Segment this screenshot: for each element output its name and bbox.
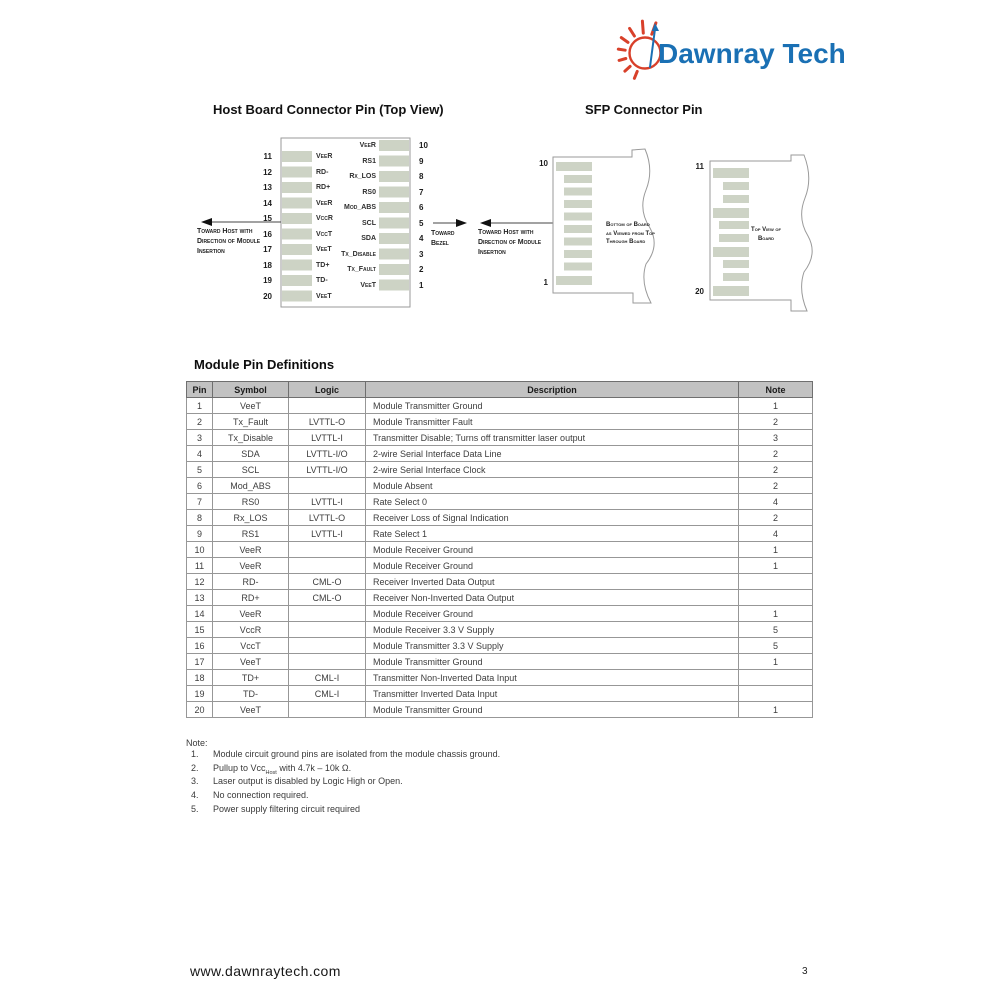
host-left-pad xyxy=(282,291,312,302)
host-left-pin-number: 17 xyxy=(263,245,272,254)
table-cell: VeeT xyxy=(213,398,289,414)
table-cell: 4 xyxy=(739,526,813,542)
host-right-pin-label: Rx_LOS xyxy=(349,173,376,180)
table-cell: VeeT xyxy=(213,654,289,670)
sfp-diagram-title: SFP Connector Pin xyxy=(585,102,703,117)
table-cell xyxy=(289,398,366,414)
host-left-pin-label: TD- xyxy=(316,277,328,284)
sfp-top-board-pad xyxy=(723,260,749,268)
table-row xyxy=(187,590,813,606)
sfp-top-board-pad xyxy=(723,195,749,203)
table-row xyxy=(187,638,813,654)
table-cell: VeeT xyxy=(213,702,289,718)
table-cell: Transmitter Non-Inverted Data Input xyxy=(366,670,739,686)
host-right-pin-number: 6 xyxy=(419,203,424,212)
sfp-bottom-board-pad xyxy=(564,238,592,246)
table-cell: 1 xyxy=(739,654,813,670)
table-cell: Module Receiver Ground xyxy=(366,558,739,574)
host-right-pin-number: 2 xyxy=(419,265,424,274)
host-left-pin-label: VeeT xyxy=(316,293,332,300)
table-cell: 5 xyxy=(739,622,813,638)
table-cell: VeeR xyxy=(213,542,289,558)
table-cell: Transmitter Disable; Turns off transmitter laser output xyxy=(366,430,739,446)
table-row xyxy=(187,558,813,574)
sfp-bottom-board-pad xyxy=(564,200,592,208)
host-right-pad xyxy=(379,171,409,182)
note-item xyxy=(186,789,746,803)
table-cell: Module Receiver 3.3 V Supply xyxy=(366,622,739,638)
host-right-pad xyxy=(379,202,409,213)
sfp-toward-host-arrow xyxy=(480,219,553,227)
sfp-bottom-board-pad xyxy=(564,175,592,183)
table-cell: 4 xyxy=(739,494,813,510)
table-cell xyxy=(739,686,813,702)
table-cell: LVTTL-I/O xyxy=(289,462,366,478)
table-cell: 1 xyxy=(187,398,213,414)
column-header-pin: Pin xyxy=(187,382,213,398)
sfp-top-board-pad xyxy=(713,286,749,296)
host-left-pin-label: RD+ xyxy=(316,184,331,191)
note-number: 5. xyxy=(191,803,199,814)
table-cell: VccT xyxy=(213,638,289,654)
table-cell: 1 xyxy=(739,606,813,622)
table-cell: 19 xyxy=(187,686,213,702)
host-left-pin-label: VccT xyxy=(316,231,333,238)
table-cell: Module Transmitter Ground xyxy=(366,398,739,414)
table-cell: 2 xyxy=(739,478,813,494)
host-right-pin-label: VeeT xyxy=(360,282,376,289)
host-right-pin-label: SDA xyxy=(361,235,376,242)
table-row xyxy=(187,430,813,446)
table-row xyxy=(187,654,813,670)
table-cell xyxy=(739,670,813,686)
table-cell: 5 xyxy=(187,462,213,478)
table-cell: VeeR xyxy=(213,558,289,574)
host-left-pin-label: VeeR xyxy=(316,153,333,160)
table-row xyxy=(187,494,813,510)
sfp-top-board-caption: Top View of Board xyxy=(751,227,781,242)
sfp-bottom-board-caption: Bottom of Board as Viewed from Top Through Board xyxy=(606,222,655,245)
table-cell: 2-wire Serial Interface Data Line xyxy=(366,446,739,462)
table-cell: LVTTL-I xyxy=(289,430,366,446)
table-cell: SCL xyxy=(213,462,289,478)
table-cell: 17 xyxy=(187,654,213,670)
host-right-pad xyxy=(379,218,409,229)
toward-bezel-label: Toward Bezel xyxy=(431,230,455,247)
host-left-pin-number: 18 xyxy=(263,261,272,270)
table-cell xyxy=(739,590,813,606)
table-cell: RS1 xyxy=(213,526,289,542)
host-right-pad xyxy=(379,187,409,198)
sfp-bottom-board-pad xyxy=(564,213,592,221)
note-text: Pullup to Vcc$_{Host}$ with 4.7k – 10k Ω. xyxy=(213,762,352,776)
table-cell xyxy=(289,542,366,558)
column-header-logic: Logic xyxy=(289,382,366,398)
table-cell: 2 xyxy=(739,446,813,462)
note-text: Power supply filtering circuit required xyxy=(213,803,361,814)
table-cell: Rate Select 0 xyxy=(366,494,739,510)
table-cell: 1 xyxy=(739,702,813,718)
sfp-bottom-board-pad xyxy=(564,263,592,271)
table-cell: CML-I xyxy=(289,686,366,702)
toward-bezel-arrow xyxy=(433,219,467,227)
host-left-pin-label: RD- xyxy=(316,169,329,176)
table-cell: Tx_Disable xyxy=(213,430,289,446)
host-right-pad xyxy=(379,280,409,291)
sun-icon xyxy=(618,21,660,78)
table-cell: 1 xyxy=(739,398,813,414)
table-cell: TD+ xyxy=(213,670,289,686)
table-cell: 2 xyxy=(739,462,813,478)
host-right-pin-number: 4 xyxy=(419,234,424,243)
table-cell: 8 xyxy=(187,510,213,526)
table-cell: Tx_Fault xyxy=(213,414,289,430)
table-cell: Module Transmitter Ground xyxy=(366,702,739,718)
host-left-pin-number: 12 xyxy=(263,168,272,177)
table-cell: 5 xyxy=(739,638,813,654)
table-cell: LVTTL-I/O xyxy=(289,446,366,462)
table-cell: 4 xyxy=(187,446,213,462)
note-number: 2. xyxy=(191,762,199,773)
table-row xyxy=(187,686,813,702)
host-left-pin-label: TD+ xyxy=(316,262,330,269)
logo-text: Dawnray Tech xyxy=(658,38,846,69)
table-row xyxy=(187,398,813,414)
host-left-pin-label: VccR xyxy=(316,215,333,222)
host-right-pin-label: RS0 xyxy=(362,189,376,196)
host-left-pin-label: VeeT xyxy=(316,246,332,253)
note-text: Laser output is disabled by Logic High or Open. xyxy=(213,776,403,787)
table-cell xyxy=(289,638,366,654)
host-left-pin-number: 14 xyxy=(263,199,272,208)
table-cell: 14 xyxy=(187,606,213,622)
table-cell: 12 xyxy=(187,574,213,590)
table-cell xyxy=(289,478,366,494)
table-cell: 2 xyxy=(739,414,813,430)
footer-website: www.dawnraytech.com xyxy=(190,963,341,979)
table-cell: RD- xyxy=(213,574,289,590)
table-cell: Rx_LOS xyxy=(213,510,289,526)
host-right-pin-label: Tx_Disable xyxy=(341,251,376,258)
table-cell: Receiver Non-Inverted Data Output xyxy=(366,590,739,606)
host-left-pin-number: 19 xyxy=(263,276,272,285)
note-items xyxy=(186,748,746,816)
sfp-bottom-board-pad xyxy=(556,276,592,285)
table-cell: Receiver Inverted Data Output xyxy=(366,574,739,590)
host-right-pad xyxy=(379,233,409,244)
table-cell: VccR xyxy=(213,622,289,638)
host-right-pin-label: Tx_Fault xyxy=(347,266,376,273)
host-left-pin-label: VeeR xyxy=(316,200,333,207)
table-cell: 13 xyxy=(187,590,213,606)
table-row xyxy=(187,446,813,462)
pin-table xyxy=(186,381,813,718)
note-item xyxy=(186,775,746,789)
table-cell: 18 xyxy=(187,670,213,686)
table-cell: Module Transmitter 3.3 V Supply xyxy=(366,638,739,654)
table-cell: 3 xyxy=(187,430,213,446)
logo xyxy=(605,10,850,85)
table-row xyxy=(187,542,813,558)
table-cell: 15 xyxy=(187,622,213,638)
host-left-pin-number: 11 xyxy=(263,152,272,161)
table-header-row xyxy=(187,382,813,398)
table-cell: Module Transmitter Fault xyxy=(366,414,739,430)
host-diagram-title: Host Board Connector Pin (Top View) xyxy=(213,102,444,117)
toward-host-label: Toward Host with Direction of Module Insertion xyxy=(197,228,261,255)
table-cell: Module Transmitter Ground xyxy=(366,654,739,670)
sfp-bottom-board-bottom-pin-number: 1 xyxy=(543,278,548,287)
table-cell: CML-O xyxy=(289,574,366,590)
host-right-pad xyxy=(379,140,409,151)
table-cell: 2 xyxy=(739,510,813,526)
host-right-pin-number: 8 xyxy=(419,172,424,181)
table-cell: 2-wire Serial Interface Clock xyxy=(366,462,739,478)
table-cell: Module Receiver Ground xyxy=(366,542,739,558)
table-cell: Receiver Loss of Signal Indication xyxy=(366,510,739,526)
host-right-pin-number: 5 xyxy=(419,219,424,228)
table-cell: LVTTL-O xyxy=(289,414,366,430)
note-item xyxy=(186,762,746,776)
host-right-pin-number: 9 xyxy=(419,157,424,166)
host-right-pin-number: 3 xyxy=(419,250,424,259)
table-cell: TD- xyxy=(213,686,289,702)
sfp-bottom-board-pad xyxy=(556,162,592,171)
table-row xyxy=(187,574,813,590)
host-right-pin-label: RS1 xyxy=(362,158,376,165)
host-right-pad xyxy=(379,249,409,260)
table-cell: 9 xyxy=(187,526,213,542)
table-cell: 20 xyxy=(187,702,213,718)
table-row xyxy=(187,702,813,718)
host-left-pin-number: 16 xyxy=(263,230,272,239)
diagram-canvas xyxy=(180,130,860,320)
table-cell: 1 xyxy=(739,542,813,558)
table-cell: Transmitter Inverted Data Input xyxy=(366,686,739,702)
table-cell: 3 xyxy=(739,430,813,446)
table-row xyxy=(187,670,813,686)
table-cell: RS0 xyxy=(213,494,289,510)
sfp-top-board-pad xyxy=(713,247,749,257)
table-cell xyxy=(289,558,366,574)
table-cell: 7 xyxy=(187,494,213,510)
host-right-pin-number: 7 xyxy=(419,188,424,197)
table-cell xyxy=(289,702,366,718)
table-cell: 11 xyxy=(187,558,213,574)
table-row xyxy=(187,414,813,430)
table-cell: Module Receiver Ground xyxy=(366,606,739,622)
sfp-top-board-top-pin-number: 11 xyxy=(695,162,704,171)
note-number: 1. xyxy=(191,749,199,759)
table-row xyxy=(187,510,813,526)
table-cell: 1 xyxy=(739,558,813,574)
note-item xyxy=(186,748,746,762)
host-right-pin-number: 10 xyxy=(419,141,428,150)
table-cell xyxy=(739,574,813,590)
sfp-bottom-board-pad xyxy=(564,188,592,196)
sfp-bottom-board-top-pin-number: 10 xyxy=(539,159,548,168)
sfp-top-board-pad xyxy=(713,168,749,178)
host-left-pin-number: 20 xyxy=(263,292,272,301)
sfp-top-board-pad xyxy=(713,208,749,218)
table-row xyxy=(187,606,813,622)
table-cell: VeeR xyxy=(213,606,289,622)
note-item xyxy=(186,803,746,817)
table-cell: RD+ xyxy=(213,590,289,606)
table-row xyxy=(187,622,813,638)
column-header-description: Description xyxy=(366,382,739,398)
notes-label: Note: xyxy=(186,738,208,748)
note-text: No connection required. xyxy=(213,790,309,801)
table-cell: 10 xyxy=(187,542,213,558)
sfp-toward-host-label: Toward Host with Direction of Module Insertion xyxy=(478,229,542,256)
column-header-symbol: Symbol xyxy=(213,382,289,398)
host-left-pin-number: 13 xyxy=(263,183,272,192)
table-cell: LVTTL-I xyxy=(289,494,366,510)
table-cell: 2 xyxy=(187,414,213,430)
table-cell xyxy=(289,606,366,622)
sfp-top-board-pad xyxy=(723,182,749,190)
table-cell: CML-I xyxy=(289,670,366,686)
sfp-bottom-board-pad xyxy=(564,250,592,258)
host-right-pad xyxy=(379,156,409,167)
host-right-pad xyxy=(379,264,409,275)
sfp-top-board-bottom-pin-number: 20 xyxy=(695,287,704,296)
sfp-bottom-board-pad xyxy=(564,225,592,233)
table-cell: CML-O xyxy=(289,590,366,606)
sfp-top-board-pad xyxy=(723,273,749,281)
host-right-pin-number: 1 xyxy=(419,281,424,290)
table-cell: Mod_ABS xyxy=(213,478,289,494)
notes xyxy=(186,738,746,816)
column-header-note: Note xyxy=(739,382,813,398)
table-cell: LVTTL-O xyxy=(289,510,366,526)
note-number: 4. xyxy=(191,790,199,801)
host-left-pin-number: 15 xyxy=(263,214,272,223)
host-right-pin-label: SCL xyxy=(362,220,376,227)
table-row xyxy=(187,462,813,478)
footer-page-number: 3 xyxy=(802,966,808,977)
pin-table-title: Module Pin Definitions xyxy=(194,357,335,372)
table-cell: LVTTL-I xyxy=(289,526,366,542)
host-right-pin-label: VeeR xyxy=(359,142,376,149)
note-text: Module circuit ground pins are isolated from the module chassis ground. xyxy=(213,749,501,759)
table-cell: Module Absent xyxy=(366,478,739,494)
table-cell xyxy=(289,654,366,670)
table-row xyxy=(187,478,813,494)
table-cell: 6 xyxy=(187,478,213,494)
host-right-pin-label: Mod_ABS xyxy=(343,204,376,211)
table-row xyxy=(187,526,813,542)
table-cell: Rate Select 1 xyxy=(366,526,739,542)
table-cell: SDA xyxy=(213,446,289,462)
table-cell: 16 xyxy=(187,638,213,654)
note-number: 3. xyxy=(191,776,199,787)
table-cell xyxy=(289,622,366,638)
